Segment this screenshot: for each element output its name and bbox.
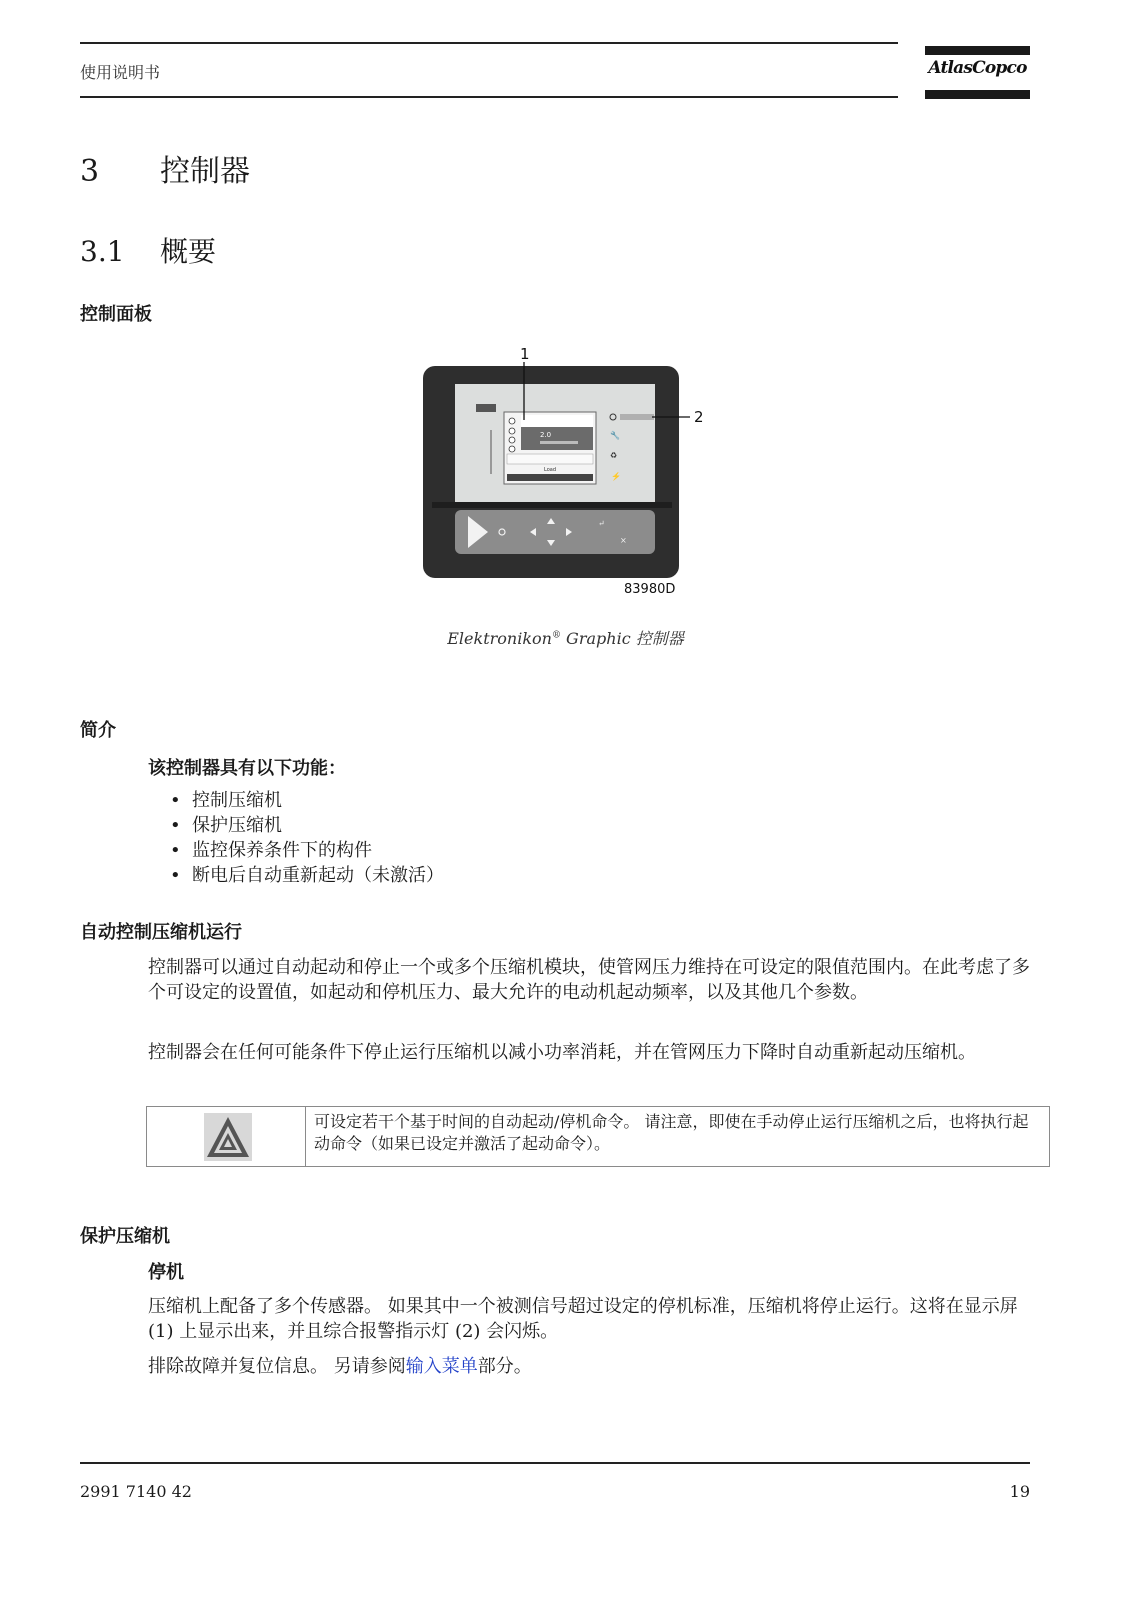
- controller-figure: [420, 340, 720, 602]
- document-number: 2991 7140 42: [80, 1482, 192, 1501]
- list-item: • 断电后自动重新起动（未激活）: [170, 865, 444, 886]
- display-status: Load: [544, 467, 556, 473]
- logo-text: AtlasCopco: [928, 58, 1027, 78]
- header-rule-bottom: [80, 96, 898, 98]
- wrench-icon: 🔧: [610, 431, 620, 440]
- control-panel-heading: 控制面板: [80, 304, 152, 325]
- auto-control-paragraph-1: 控制器可以通过自动起动和停止一个或多个压缩机模块，使管网压力维持在可设定的限值范围内。在此考虑了多个可设定的设置值，如起动和停机压力、最大允许的电动机起动频率，以及其他几个参数。: [148, 957, 1030, 1003]
- auto-control-paragraph-2: 控制器会在任何可能条件下停止运行压缩机以减小功率消耗，并在管网压力下降时自动重新起动压缩机。: [148, 1042, 976, 1063]
- display-icon-2: [509, 428, 515, 434]
- protection-paragraph-2: [148, 1354, 1038, 1379]
- shutdown-heading: 停机: [148, 1262, 184, 1283]
- atlas-copco-logo: [925, 46, 1030, 100]
- document-type: 使用说明书: [80, 63, 161, 82]
- escape-key-icon: ×: [620, 536, 627, 545]
- feature-list: [170, 788, 444, 888]
- caption-prefix: Elektronikon: [447, 629, 552, 648]
- intro-heading: 简介: [80, 720, 116, 741]
- note-box: [146, 1106, 1050, 1167]
- caption-suffix: Graphic 控制器: [560, 629, 684, 648]
- callout-2-label: 2: [694, 408, 704, 426]
- lightning-icon: ⚡: [611, 472, 621, 481]
- subsection-heading: [80, 230, 216, 270]
- auto-control-heading: 自动控制压缩机运行: [80, 922, 242, 943]
- display-subtext: [540, 441, 578, 444]
- panel-logo: [476, 404, 496, 412]
- page-number: 19: [1009, 1482, 1030, 1501]
- display-value-area: [521, 427, 593, 450]
- callout-1-label: 1: [520, 345, 530, 363]
- list-item: • 保护压缩机: [170, 815, 282, 836]
- panel-side-text: [490, 430, 492, 474]
- warning-triangle-icon: [204, 1113, 252, 1161]
- display-icon-4: [509, 446, 515, 452]
- section-title: 控制器: [160, 154, 250, 189]
- list-item: • 控制压缩机: [170, 790, 282, 811]
- logo-bar-bottom: [925, 90, 1030, 99]
- display-icon-1: [509, 418, 515, 424]
- recycle-icon: ♻: [610, 451, 618, 460]
- figure-caption: [0, 626, 1131, 649]
- note-text: 可设定若干个基于时间的自动起动/停机命令。 请注意，即使在手动停止运行压缩机之后，也将执行起动命令（如果已设定并激活了起动命令）。: [314, 1112, 1029, 1153]
- paragraph-text: 排除故障并复位信息。 另请参阅: [148, 1356, 406, 1377]
- display-top-area: [521, 415, 593, 427]
- header-rule-top: [80, 42, 898, 44]
- display-value: 2.0: [540, 431, 552, 439]
- section-number: 3: [80, 154, 100, 189]
- subsection-number: 3.1: [80, 235, 125, 268]
- display-icon-row: [507, 454, 593, 464]
- display-icon-3: [509, 437, 515, 443]
- subsection-title: 概要: [160, 235, 217, 268]
- section-heading: [80, 146, 250, 190]
- alarm-led: [620, 414, 654, 420]
- intro-lead: 该控制器具有以下功能：: [148, 758, 346, 779]
- paragraph-text-end: 部分。: [477, 1356, 532, 1377]
- protection-paragraph-1: 压缩机上配备了多个传感器。 如果其中一个被测信号超过设定的停机标准，压缩机将停止运行。这将在显示屏 (1) 上显示出来，并且综合报警指示灯 (2) 会闪烁。: [148, 1296, 1018, 1342]
- panel-divider: [432, 502, 672, 508]
- caption-registered-mark: ®: [551, 630, 561, 641]
- list-item: • 监控保养条件下的构件: [170, 840, 372, 861]
- logo-bar-top: [925, 46, 1030, 55]
- protection-heading: 保护压缩机: [80, 1226, 170, 1247]
- enter-key-icon: ↵: [598, 519, 605, 528]
- display-softkeys: [507, 474, 593, 481]
- figure-code: 83980D: [624, 582, 676, 597]
- input-menu-link[interactable]: 输入菜单: [405, 1356, 478, 1377]
- footer-rule: [80, 1462, 1030, 1464]
- note-icon-cell: [147, 1107, 306, 1166]
